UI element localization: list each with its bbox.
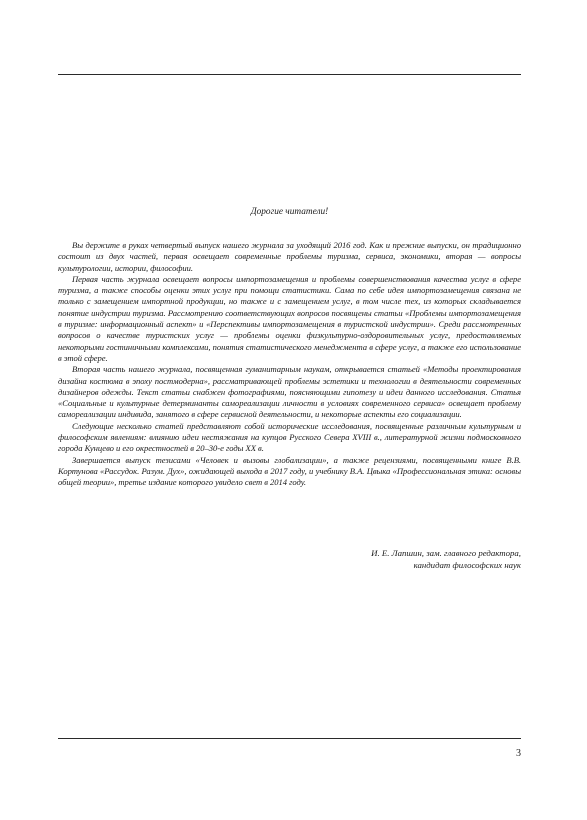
- paragraph: Следующие несколько статей представляют собой исторические исследования, посвященные различным культурным и философским явлениям: влиянию идеи нестяжания на купцов Русского Севера XVIII в., литературной жизни подмосковного города Кунцево и его окрестностей в 20–30-е годы XX в.: [58, 420, 521, 454]
- paragraph: Вы держите в руках четвертый выпуск нашего журнала за уходящий 2016 год. Как и прежние выпуски, он традиционно состоит из двух частей, первая освещает современные проблемы туризма, сервиса, экономики, вторая — вопросы культурологии, истории, философии.: [58, 240, 521, 273]
- paragraph: Вторая часть нашего журнала, посвященная гуманитарным наукам, открывается статьей «Методы проектирования дизайна костюма в эпоху постмодерна», рассматривающей проблемы эстетики и технологии в деятельности современных дизайнеров одежды. Текст статьи снабжен фотографиями, поясняющими гипотезу и идеи данного исследования. Статья «Социальные и культурные детерминанты самореализации личности в условиях современного сервиса» освещает проблему самореализации индивида, занятого в сфере сервисной деятельности, и некоторые аспекты его социализации.: [58, 364, 521, 420]
- signature-name-line: И. Е. Лапшин, зам. главного редактора,: [371, 548, 521, 558]
- paragraph: Первая часть журнала освещает вопросы импортозамещения и проблемы совершенствования качества услуг в сфере туризма, а также способы оценки этих услуг при помощи статистики. Сама по себе идея импортозамещения связана не только с замещением импортной продукции, но также и с замещением услуг, в том числе тех, из которых складывается понятие индустрии туризма. Рассмотрению соответствующих вопросов посвящены статьи «Проблемы импортозамещения в туризме: информационный аспект» и «Перспективы импортозамещения в туристской индустрии». Среди рассмотренных вопросов о качестве туристских услуг — проблемы оценки физкультурно-оздоровительных услуг, предоставляемых некоторыми гостиничными комплексами, понятия статистического менеджмента в сфере услуг, а также его использование в этой сфере.: [58, 273, 521, 363]
- signature-title-line: кандидат философских наук: [413, 560, 521, 570]
- header-rule: [58, 74, 521, 75]
- signature-block: [58, 547, 521, 571]
- editorial-body: [58, 240, 521, 489]
- paragraph: Завершается выпуск тезисами «Человек и вызовы глобализации», а также рецензиями, посвященными книге В.В. Кортунова «Рассудок. Разум. Дух», ожидающей выхода в 2017 году, и учебнику В.А. Цвыка «Профессиональная этика: основы общей теории», третье издание которого увидело свет в 2014 году.: [58, 454, 521, 488]
- salutation-heading: Дорогие читатели!: [250, 207, 329, 217]
- footer-rule: [58, 738, 521, 739]
- page-number: 3: [516, 748, 521, 759]
